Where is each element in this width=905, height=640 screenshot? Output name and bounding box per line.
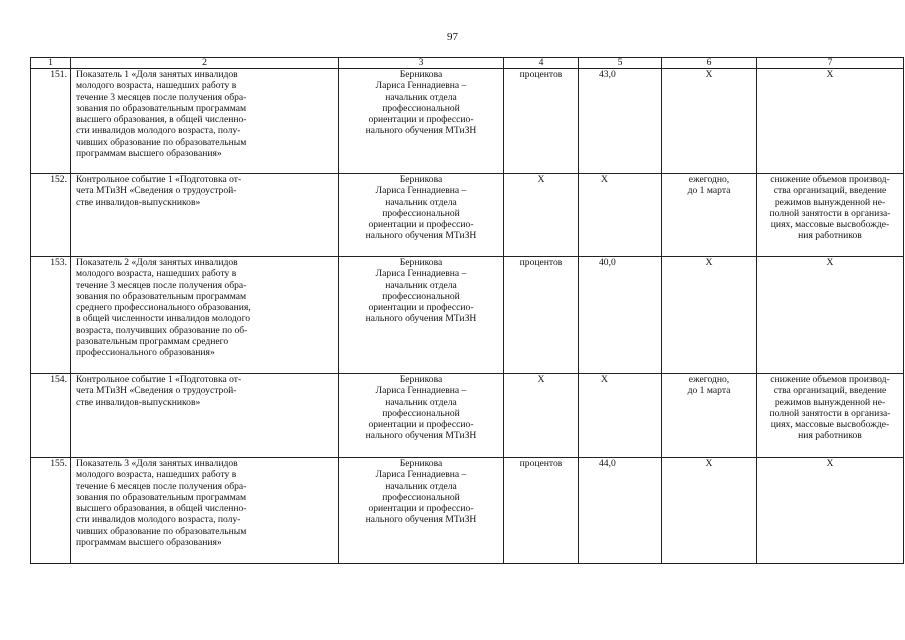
- deadline-line: ежегодно,: [688, 174, 730, 185]
- responsible-person-cell: [339, 374, 504, 458]
- responsible-person-line: нального обучения МТиЗН: [365, 430, 477, 442]
- column-number-row: [31, 58, 904, 69]
- risk-line: ния работников: [798, 230, 862, 242]
- indicator-name-line: в общей численности инвалидов молодого: [76, 313, 251, 325]
- indicator-name-line: зования по образовательным программам: [76, 102, 247, 114]
- indicator-name-line: высшего образования, в общей численно-: [76, 503, 247, 515]
- indicator-name-line: возраста, получивших образование по об-: [76, 324, 248, 336]
- indicator-name-cell: [71, 374, 339, 458]
- table-row: [31, 257, 904, 374]
- deadline-line: Х: [705, 69, 713, 80]
- column-number: 6: [662, 58, 757, 69]
- indicator-name-line: чивших образование по образовательным: [76, 136, 247, 148]
- unit-cell: процентов: [504, 458, 579, 564]
- responsible-person-line: нального обучения МТиЗН: [365, 125, 477, 137]
- responsible-person-line: Лариса Геннадиевна –: [375, 469, 467, 481]
- responsible-person-cell: [339, 69, 504, 174]
- risk-line: Х: [826, 257, 834, 268]
- risk-line: полной занятости в организа-: [769, 407, 891, 419]
- indicator-name-line: молодого возраста, нашедших работу в: [76, 469, 237, 481]
- responsible-person-line: Берникова: [399, 257, 443, 268]
- responsible-person-line: ориентации и профессио-: [368, 503, 474, 515]
- responsible-person-line: начальник отдела: [385, 396, 457, 408]
- responsible-person-line: нального обучения МТиЗН: [365, 514, 477, 526]
- responsible-person-line: Берникова: [399, 458, 443, 469]
- indicator-name-line: среднего профессионального образования,: [76, 302, 251, 314]
- indicator-name-line: зования по образовательным программам: [76, 491, 247, 503]
- indicator-name-line: течение 6 месяцев после получения обра-: [76, 480, 247, 492]
- indicator-name-line: Показатель 2 «Доля занятых инвалидов: [76, 257, 238, 268]
- indicator-name-cell: [71, 69, 339, 174]
- deadline-cell: [662, 374, 757, 458]
- indicator-name-line: профессионального образования»: [76, 347, 215, 359]
- risk-cell: [757, 374, 904, 458]
- responsible-person-line: Лариса Геннадиевна –: [375, 80, 467, 92]
- responsible-person-line: Берникова: [399, 374, 443, 385]
- indicator-name-line: Показатель 3 «Доля занятых инвалидов: [76, 458, 238, 469]
- page-number: 97: [447, 31, 458, 43]
- indicator-name-line: высшего образования, в общей численно-: [76, 114, 247, 126]
- indicator-name-line: зования по образовательным программам: [76, 290, 247, 302]
- table-row: [31, 69, 904, 174]
- responsible-person-line: профессиональной: [382, 407, 460, 419]
- risk-line: Х: [826, 69, 834, 80]
- indicator-name-line: молодого возраста, нашедших работу в: [76, 268, 237, 280]
- indicator-name-line: стве инвалидов-выпускников»: [76, 396, 201, 408]
- indicator-name-line: сти инвалидов молодого возраста, полу-: [76, 125, 241, 137]
- table-row: [31, 174, 904, 257]
- risk-line: ния работников: [798, 430, 862, 442]
- column-number: 1: [31, 58, 71, 69]
- table-row: [31, 374, 904, 458]
- value-cell: 43,0: [579, 69, 662, 174]
- row-number: 153.: [31, 257, 71, 374]
- value-cell: 40,0: [579, 257, 662, 374]
- responsible-person-line: начальник отдела: [385, 91, 457, 103]
- responsible-person-line: ориентации и профессио-: [368, 114, 474, 126]
- responsible-person-line: ориентации и профессио-: [368, 219, 474, 231]
- responsible-person-line: Берникова: [399, 69, 443, 80]
- risk-line: режимов вынужденной не-: [774, 196, 886, 208]
- responsible-person-line: нального обучения МТиЗН: [365, 313, 477, 325]
- column-number: 2: [71, 58, 339, 69]
- responsible-person-line: Лариса Геннадиевна –: [375, 268, 467, 280]
- responsible-person-line: ориентации и профессио-: [368, 302, 474, 314]
- unit-cell: процентов: [504, 69, 579, 174]
- deadline-cell: [662, 174, 757, 257]
- risk-line: снижение объемов производ-: [770, 174, 890, 185]
- risk-line: ства организаций, введение: [773, 385, 887, 397]
- risk-line: Х: [826, 458, 834, 469]
- risk-line: циях, массовые высвобожде-: [770, 419, 890, 431]
- indicator-name-line: чета МТиЗН «Сведения о трудоустрой-: [76, 385, 237, 397]
- deadline-cell: [662, 257, 757, 374]
- responsible-person-cell: [339, 174, 504, 257]
- risk-line: режимов вынужденной не-: [774, 396, 886, 408]
- unit-cell: процентов: [504, 257, 579, 374]
- deadline-line: ежегодно,: [688, 374, 730, 385]
- table-row: [31, 458, 904, 564]
- deadline-line: Х: [705, 458, 713, 469]
- indicator-name-cell: [71, 257, 339, 374]
- indicator-name-line: течение 3 месяцев после получения обра-: [76, 91, 247, 103]
- responsible-person-line: начальник отдела: [385, 279, 457, 291]
- responsible-person-line: профессиональной: [382, 102, 460, 114]
- risk-cell: [757, 174, 904, 257]
- indicator-name-cell: [71, 174, 339, 257]
- risk-cell: [757, 69, 904, 174]
- unit-cell: Х: [504, 174, 579, 257]
- deadline-cell: [662, 69, 757, 174]
- responsible-person-line: Берникова: [399, 174, 443, 185]
- plan-table: [30, 57, 904, 564]
- responsible-person-line: профессиональной: [382, 207, 460, 219]
- value-cell: Х: [579, 374, 662, 458]
- responsible-person-line: нального обучения МТиЗН: [365, 230, 477, 242]
- risk-line: снижение объемов производ-: [770, 374, 890, 385]
- responsible-person-line: начальник отдела: [385, 480, 457, 492]
- risk-cell: [757, 458, 904, 564]
- deadline-line: до 1 марта: [687, 185, 731, 197]
- column-number: 3: [339, 58, 504, 69]
- risk-line: полной занятости в организа-: [769, 207, 891, 219]
- indicator-name-cell: [71, 458, 339, 564]
- deadline-line: Х: [705, 257, 713, 268]
- indicator-name-line: Контрольное событие 1 «Подготовка от-: [76, 374, 242, 385]
- risk-line: ства организаций, введение: [773, 185, 887, 197]
- column-number: 5: [579, 58, 662, 69]
- indicator-name-line: Контрольное событие 1 «Подготовка от-: [76, 174, 242, 185]
- indicator-name-line: Показатель 1 «Доля занятых инвалидов: [76, 69, 238, 80]
- responsible-person-line: ориентации и профессио-: [368, 419, 474, 431]
- row-number: 151.: [31, 69, 71, 174]
- row-number: 152.: [31, 174, 71, 257]
- indicator-name-line: стве инвалидов-выпускников»: [76, 196, 201, 208]
- indicator-name-line: программам высшего образования»: [76, 148, 222, 160]
- row-number: 154.: [31, 374, 71, 458]
- value-cell: 44,0: [579, 458, 662, 564]
- indicator-name-line: программам высшего образования»: [76, 537, 222, 549]
- column-number: 4: [504, 58, 579, 69]
- unit-cell: Х: [504, 374, 579, 458]
- responsible-person-line: начальник отдела: [385, 196, 457, 208]
- indicator-name-line: чивших образование по образовательным: [76, 525, 247, 537]
- row-number: 155.: [31, 458, 71, 564]
- deadline-cell: [662, 458, 757, 564]
- indicator-name-line: разовательным программам среднего: [76, 336, 229, 348]
- risk-line: циях, массовые высвобожде-: [770, 219, 890, 231]
- column-number: 7: [757, 58, 904, 69]
- responsible-person-cell: [339, 458, 504, 564]
- indicator-name-line: течение 3 месяцев после получения обра-: [76, 279, 247, 291]
- responsible-person-line: профессиональной: [382, 290, 460, 302]
- responsible-person-line: Лариса Геннадиевна –: [375, 185, 467, 197]
- value-cell: Х: [579, 174, 662, 257]
- responsible-person-cell: [339, 257, 504, 374]
- risk-cell: [757, 257, 904, 374]
- indicator-name-line: молодого возраста, нашедших работу в: [76, 80, 237, 92]
- responsible-person-line: профессиональной: [382, 491, 460, 503]
- indicator-name-line: чета МТиЗН «Сведения о трудоустрой-: [76, 185, 237, 197]
- deadline-line: до 1 марта: [687, 385, 731, 397]
- indicator-name-line: сти инвалидов молодого возраста, полу-: [76, 514, 241, 526]
- responsible-person-line: Лариса Геннадиевна –: [375, 385, 467, 397]
